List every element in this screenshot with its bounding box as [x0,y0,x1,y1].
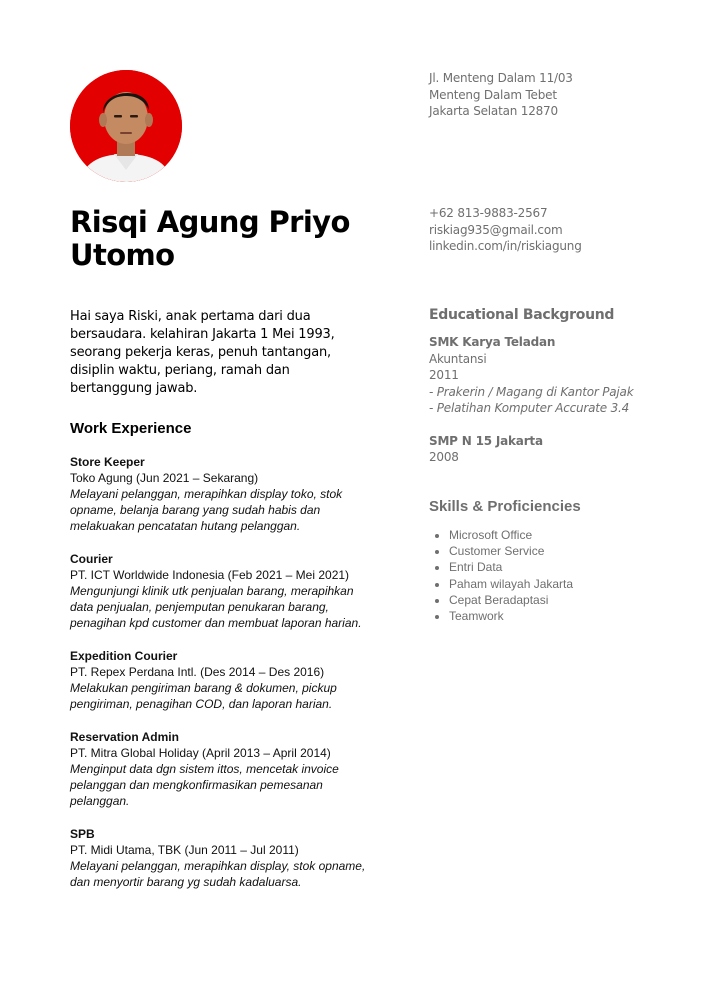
skills-list [429,527,679,624]
email-address[interactable]: riskiag935@gmail.com [429,222,563,237]
work-experience-heading: Work Experience [70,420,192,437]
school-name: SMP N 15 Jakarta [429,433,543,448]
job-entry [70,826,380,890]
job-description: Menginput data dgn sistem ittos, mencetak invoice pelanggan dan mengkonfirmasikan pemesanan pelanggan. [70,762,339,808]
job-company: PT. Midi Utama, TBK (Jun 2011 – Jul 2011) [70,843,299,857]
job-title: Expedition Courier [70,649,178,663]
address-block [429,70,679,120]
job-title: Store Keeper [70,455,145,469]
job-description: Melayani pelanggan, merapihkan display toko, stok opname, belanja barang yang sudah habis dan melakuakan pencatatan hutang pelanggan. [70,487,343,533]
profile-photo [70,70,182,182]
work-experience-section [70,420,380,907]
skill-item: • Microsoft Office [449,527,679,543]
job-company: Toko Agung (Jun 2021 – Sekarang) [70,471,259,485]
contact-block [429,205,679,255]
school-name: SMK Karya Teladan [429,335,556,349]
address-line: Jl. Menteng Dalam 11/03 [429,71,573,85]
phone-number: +62 813-9883-2567 [429,206,548,220]
education-section [429,307,679,482]
job-description: Melayani pelanggan, merapihkan display, stok opname, dan menyortir barang yg sudah kadaluarsa. [70,859,366,889]
job-entry [70,454,380,534]
job-company: PT. Mitra Global Holiday (April 2013 – April 2014) [70,746,331,760]
school-year: 2008 [429,450,459,464]
job-title: Courier [70,552,113,566]
job-company: PT. Repex Perdana Intl. (Des 2014 – Des 2016) [70,665,325,679]
skill-item: • Entri Data [449,559,679,575]
job-entry [70,729,380,809]
job-description: Melakukan pengiriman barang & dokumen, pickup pengiriman, penagihan COD, dan laporan harian. [70,681,337,711]
school-entry [429,433,679,466]
job-company: PT. ICT Worldwide Indonesia (Feb 2021 – Mei 2021) [70,568,350,582]
school-note: - Pelatihan Komputer Accurate 3.4 [429,401,630,415]
address-line: Menteng Dalam Tebet [429,87,557,102]
profile-summary: Hai saya Riski, anak pertama dari dua bersaudara. kelahiran Jakarta 1 Mei 1993, seorang pekerja keras, penuh tantangan, disiplin waktu, periang, ramah dan bertanggung jawab. [70,309,335,396]
school-major: Akuntansi [429,351,487,366]
job-description: Mengunjungi klinik utk penjualan barang, merapihkan data penjualan, penjemputan penukaran barang, penagihan kpd customer dan membuat laporan harian. [70,584,362,630]
job-entry [70,551,380,631]
person-name: Risqi Agung Priyo Utomo [70,205,350,272]
job-title: Reservation Admin [70,730,179,744]
skill-item: • Customer Service [449,543,679,559]
person-photo-icon [70,70,182,182]
skill-item: • Teamwork [449,608,679,624]
education-heading: Educational Background [429,307,615,323]
linkedin-url[interactable]: linkedin.com/in/riskiagung [429,239,582,253]
school-year: 2011 [429,368,459,382]
school-entry [429,334,679,417]
address-line: Jakarta Selatan 12870 [429,104,558,118]
job-entry [70,648,380,712]
skill-item: • Paham wilayah Jakarta [449,576,679,592]
school-note: - Prakerin / Magang di Kantor Pajak [429,384,634,399]
skills-section [429,498,679,624]
skills-heading: Skills & Proficiencies [429,498,581,515]
skill-item: • Cepat Beradaptasi [449,592,679,608]
job-title: SPB [70,827,95,841]
